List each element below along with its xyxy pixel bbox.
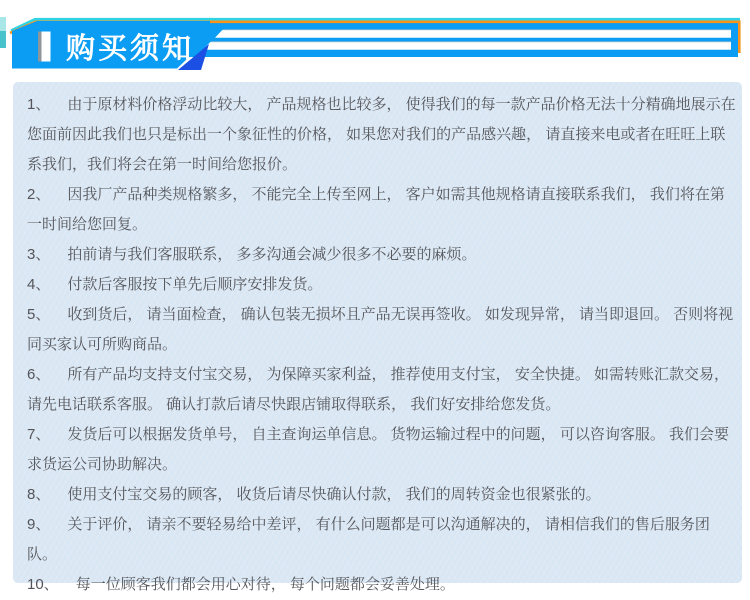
notice-item — [27, 180, 736, 240]
item-number: 10、 — [27, 576, 59, 593]
item-text: 由于原材料价格浮动比较大， 产品规格也比较多， 使得我们的每一款产品价格无法十分精确地展示在您面前因此我们也只是标出一个象征性的价格， 如果您对我们的产品感兴趣， 请直接来电或者在旺旺上联系我们，我们将会在第一时间给您报价。 — [27, 96, 736, 173]
item-text: 使用支付宝交易的顾客， 收货后请尽快确认付款， 我们的周转资金也很紧张的。 — [67, 486, 601, 503]
notice-item — [27, 90, 736, 180]
header-banner — [0, 0, 750, 80]
title-tick-icon — [38, 32, 51, 62]
notice-item — [27, 300, 736, 360]
item-number: 5、 — [27, 306, 51, 323]
banner-band — [180, 22, 738, 58]
notice-item — [27, 360, 736, 420]
notice-panel — [13, 82, 742, 593]
item-number: 2、 — [27, 186, 51, 203]
item-number: 1、 — [27, 96, 51, 113]
item-text: 发货后可以根据发货单号， 自主查询运单信息。 货物运输过程中的问题， 可以咨询客服。 我们会要求货运公司协助解决。 — [27, 426, 730, 473]
item-text: 收到货后， 请当面检查， 确认包装无损坏且产品无误再签收。 如发现异常， 请当即退回。 否则将视同买家认可所购商品。 — [27, 306, 734, 353]
notice-item — [27, 510, 736, 570]
item-number: 7、 — [27, 426, 51, 443]
page-title: 购买须知 — [66, 33, 195, 65]
notice-item — [27, 570, 736, 600]
left-teal-strip-decoration — [0, 17, 6, 48]
item-text: 关于评价， 请亲不要轻易给中差评， 有什么问题都是可以沟通解决的， 请相信我们的售后服务团队。 — [27, 516, 710, 563]
item-number: 3、 — [27, 246, 51, 263]
item-number: 8、 — [27, 486, 51, 503]
notice-item — [27, 240, 736, 270]
item-text: 因我厂产品种类规格繁多， 不能完全上传至网上， 客户如需其他规格请直接联系我们， 我们将在第一时间给您回复。 — [27, 186, 725, 233]
item-number: 9、 — [27, 516, 51, 533]
item-text: 每一位顾客我们都会用心对待， 每个问题都会妥善处理。 — [75, 576, 455, 593]
notice-item — [27, 420, 736, 480]
item-number: 6、 — [27, 366, 51, 383]
notice-item — [27, 480, 736, 510]
item-text: 付款后客服按下单先后顺序安排发货。 — [67, 276, 323, 293]
item-text: 所有产品均支持支付宝交易， 为保障买家利益， 推荐使用支付宝， 安全快捷。 如需转账汇款交易， 请先电话联系客服。 确认打款后请尽快跟店铺取得联系， 我们好安排给您发货。 — [27, 366, 734, 413]
item-number: 4、 — [27, 276, 51, 293]
notice-item — [27, 270, 736, 300]
item-text: 拍前请与我们客服联系， 多多沟通会减少很多不必要的麻烦。 — [67, 246, 477, 263]
